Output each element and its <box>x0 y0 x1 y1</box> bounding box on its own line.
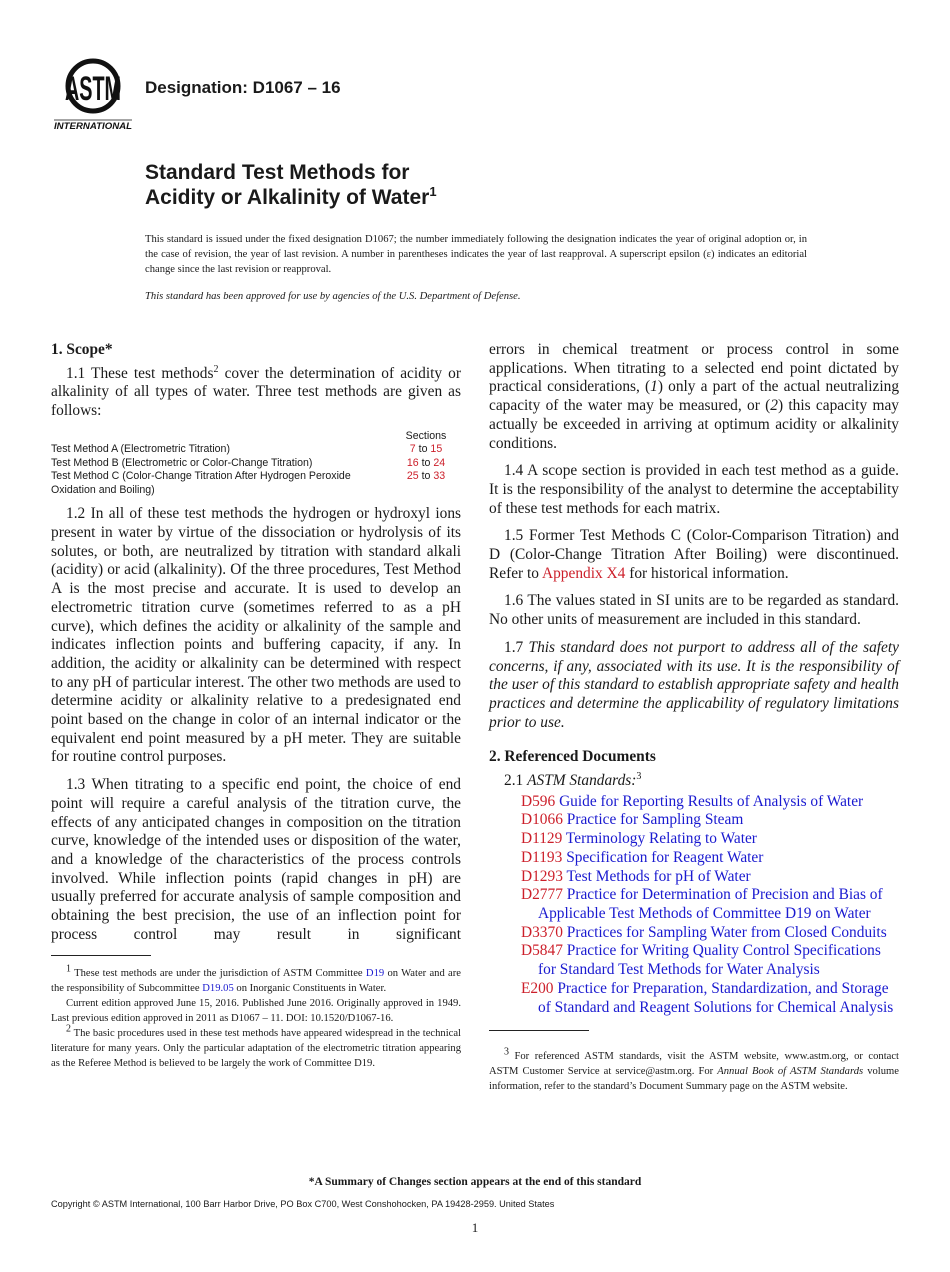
text: on Water and are the responsibility of Subcommittee <box>51 968 461 994</box>
reference-list <box>489 793 899 1017</box>
footnotes-left <box>51 963 461 1071</box>
reference-code[interactable]: D596 <box>521 792 556 810</box>
section-link[interactable]: 33 <box>433 470 446 483</box>
svg-text:INTERNATIONAL: INTERNATIONAL <box>54 121 132 131</box>
svg-text:ASTM: ASTM <box>65 70 121 108</box>
summary-of-changes-note: *A Summary of Changes section appears at the end of this standard <box>308 1176 642 1188</box>
section-link[interactable]: 16 <box>406 456 419 469</box>
safety-caveat: This standard does not purport to address all of the safety concerns, if any, associated with its use. It is the responsibility of the user of this standard to establish appropriate safety and health practices and determine the applicability of regulatory limitations prior to use. <box>489 638 899 731</box>
right-column <box>489 341 899 1017</box>
reference-item[interactable] <box>506 811 899 830</box>
reference-item[interactable] <box>506 793 899 812</box>
reference-code[interactable]: D3370 <box>521 923 563 941</box>
appendix-link[interactable]: Appendix X4 <box>542 564 626 582</box>
section-link[interactable]: 7 <box>409 443 416 456</box>
reference-code[interactable]: D5847 <box>521 942 563 960</box>
text: volume information, refer to the standard’s Document Summary page on the ASTM website. <box>489 1066 899 1092</box>
paragraph-1-1 <box>51 365 461 421</box>
issuance-note: This standard is issued under the fixed designation D1067; the number immediately following the designation indicates the year of original adoption or, in the case of revision, the year of last revision. A number in parentheses indicates the year of last reapproval. A superscript epsilon (ε) indicates an editorial change since the last revision or reapproval. <box>145 234 807 275</box>
reference-code[interactable]: E200 <box>521 979 554 997</box>
text: errors in chemical treatment or process control in some applications. When titrating to a selected end point dictated by practical considerations, ( <box>489 341 899 396</box>
footnote-ref[interactable]: 3 <box>636 770 642 782</box>
table-row <box>51 443 461 457</box>
methods-table <box>51 430 461 498</box>
referenced-documents-heading: 2. Referenced Documents <box>489 748 656 766</box>
title-line-1: Standard Test Methods for <box>145 161 410 184</box>
text: For referenced ASTM standards, visit the ASTM website, www.astm.org, or contact ASTM Customer Service at service@astm.org. For <box>489 1051 899 1077</box>
footnote-3 <box>489 1046 899 1094</box>
paragraph-1-6: 1.6 The values stated in SI units are to be regarded as standard. No other units of measurement are included in this standard. <box>489 592 899 629</box>
method-name: Test Method A (Electrometric Titration) <box>51 443 230 456</box>
copyright: Copyright © ASTM International, 100 Barr Harbor Drive, PO Box C700, West Conshohocken, PA 19428-2959. United States <box>51 1199 555 1209</box>
designation: Designation: D1067 – 16 <box>145 78 341 97</box>
paragraph-1-5 <box>489 527 899 583</box>
footnote-number: 1 <box>66 963 71 975</box>
reference-title[interactable]: Practices for Sampling Water from Closed Conduits <box>566 923 887 941</box>
text: ASTM Standards: <box>527 772 637 790</box>
to-word: to <box>421 470 431 483</box>
text: ) only a part of the actual neutralizing capacity of the water may be measured, or ( <box>489 378 900 415</box>
text: cover the determination of acidity or alkalinity of all types of water. Three test methods are given as follows: <box>51 364 461 420</box>
reference-code[interactable]: D1293 <box>521 867 563 885</box>
section-link[interactable]: 25 <box>406 470 419 483</box>
paragraph-1-2: 1.2 In all of these test methods the hydrogen or hydroxyl ions present in water by virtue of the dissociation or hydrolysis of its solutes, or both, are neutralized by titration with standard alkali (acidity) or acid (alkalinity). Of the three procedures, Test Method A is the most precise and accurate. It is used to develop an electrometric titration curve (sometimes referred to as a pH curve), which defines the acidity or alkalinity of the sample and indicates inflection points and buffering capacity, if any. In addition, the acidity or alkalinity can be determined with respect to any pH of particular interest. The other two methods are used to determine acidity or alkalinity relative to a predesignated end point based on the change in color of an internal indicator or the equivalent end point measured by a pH meter. They are suitable for routine control purposes. <box>51 505 461 766</box>
paragraph-1-7 <box>489 639 899 733</box>
defense-note: This standard has been approved for use by agencies of the U.S. Department of Defense. <box>145 291 521 302</box>
table-row <box>51 457 461 471</box>
reference-title[interactable]: Practice for Preparation, Standardization, and Storage of Standard and Reagent Solutions for Chemical Analysis <box>538 979 894 1016</box>
reference-title[interactable]: Specification for Reagent Water <box>566 848 764 866</box>
to-word: to <box>418 443 428 456</box>
reference-item[interactable] <box>506 942 899 979</box>
reference-item[interactable] <box>506 924 899 943</box>
footnote-2 <box>51 1023 461 1071</box>
left-column <box>51 341 461 953</box>
footnote-number: 3 <box>504 1046 509 1058</box>
edition-note: Current edition approved June 15, 2016. Published June 2016. Originally approved in 1949. Last previous edition approved in 2011 as D1067 – 11. DOI: 10.1520/D1067-16. <box>51 998 461 1024</box>
committee-link[interactable]: D19 <box>365 968 385 979</box>
method-name: Test Method C (Color-Change Titration After Hydrogen Peroxide Oxidation and Boiling) <box>51 470 351 496</box>
section-link[interactable]: 15 <box>430 443 443 456</box>
text: 1.5 Former Test Methods C (Color-Comparison Titration) and D (Color-Change Titration After Boiling) were discontinued. Refer to <box>489 527 899 582</box>
reference-item[interactable] <box>506 980 899 1017</box>
reference-title[interactable]: Practice for Sampling Steam <box>566 811 744 829</box>
to-word: to <box>421 456 431 469</box>
section-link[interactable]: 24 <box>433 456 446 469</box>
reference-item[interactable] <box>506 830 899 849</box>
reference-item[interactable] <box>506 849 899 868</box>
title-footnote-ref[interactable]: 1 <box>429 184 437 199</box>
reference-item[interactable] <box>506 886 899 923</box>
text: on Inorganic Constituents in Water. <box>233 983 387 994</box>
reference-title[interactable]: Test Methods for pH of Water <box>566 867 751 885</box>
text: 1.1 These test methods <box>66 364 214 382</box>
footnote-1 <box>51 963 461 996</box>
subcommittee-link[interactable]: D19.05 <box>202 983 234 994</box>
astm-logo <box>52 58 134 130</box>
scope-heading: 1. Scope* <box>51 341 113 358</box>
text: These test methods are under the jurisdiction of ASTM Committee <box>71 968 366 979</box>
text: for historical information. <box>625 564 789 582</box>
footnote-ref[interactable]: 2 <box>213 363 219 375</box>
text: 2.1 <box>504 772 528 790</box>
text: Annual Book of ASTM Standards <box>717 1066 864 1077</box>
method-name: Test Method B (Electrometric or Color-Change Titration) <box>51 456 313 469</box>
sections-header: Sections <box>405 429 447 442</box>
reference-code[interactable]: D1129 <box>521 830 563 848</box>
reference-title[interactable]: Terminology Relating to Water <box>565 830 757 848</box>
text: ) this capacity may actually be exceeded in arriving at optimum acidity or alkalinity conditions. <box>489 397 899 452</box>
paragraph-1-4: 1.4 A scope section is provided in each test method as a guide. It is the responsibility of the analyst to determine the acceptability of these test methods for each matrix. <box>489 462 899 517</box>
footnote-divider <box>489 1030 589 1031</box>
paragraph-1-3-continued <box>489 341 899 453</box>
footnote-divider <box>51 955 151 956</box>
reference-item[interactable] <box>506 868 899 887</box>
paragraph-2-1 <box>489 772 899 791</box>
footnote-number: 2 <box>66 1023 71 1035</box>
footnotes-right <box>489 1046 899 1094</box>
title-line-2: Acidity or Alkalinity of Water <box>145 186 430 209</box>
reference-code[interactable]: D1066 <box>521 811 563 829</box>
reference-code[interactable]: D1193 <box>521 848 563 866</box>
document-title <box>145 160 437 210</box>
text: 2 <box>770 397 778 415</box>
reference-title[interactable]: Practice for Writing Quality Control Specifications for Standard Test Methods for Water Analysis <box>538 942 881 979</box>
table-row <box>51 470 461 497</box>
reference-title[interactable]: Guide for Reporting Results of Analysis of Water <box>559 792 864 810</box>
preamble <box>145 232 807 304</box>
page-number: 1 <box>471 1220 479 1235</box>
reference-title[interactable]: Practice for Determination of Precision and Bias of Applicable Test Methods of Committee D19 on Water <box>538 886 883 922</box>
text: 1 <box>650 378 658 396</box>
reference-code[interactable]: D2777 <box>521 886 563 904</box>
text: 1.7 <box>504 638 529 656</box>
text: The basic procedures used in these test methods have appeared widespread in the technical literature for many years. Only the particular adaptation of the electrometric titration appearing as the Referee Method is believed to be largely the work of Committee D19. <box>51 1028 461 1069</box>
paragraph-1-3: 1.3 When titrating to a specific end point, the choice of end point will require a careful analysis of the titration curve, the effects of any anticipated changes in composition on the titration curve, knowledge of the intended uses or disposition of the water, and a knowledge of the characteristics of the process controls involved. While inflection points (rapid changes in pH) are usually preferred for accurate analysis of sample composition and obtaining the best precision, the use of an inflection point for process control may result in significant <box>51 776 461 943</box>
